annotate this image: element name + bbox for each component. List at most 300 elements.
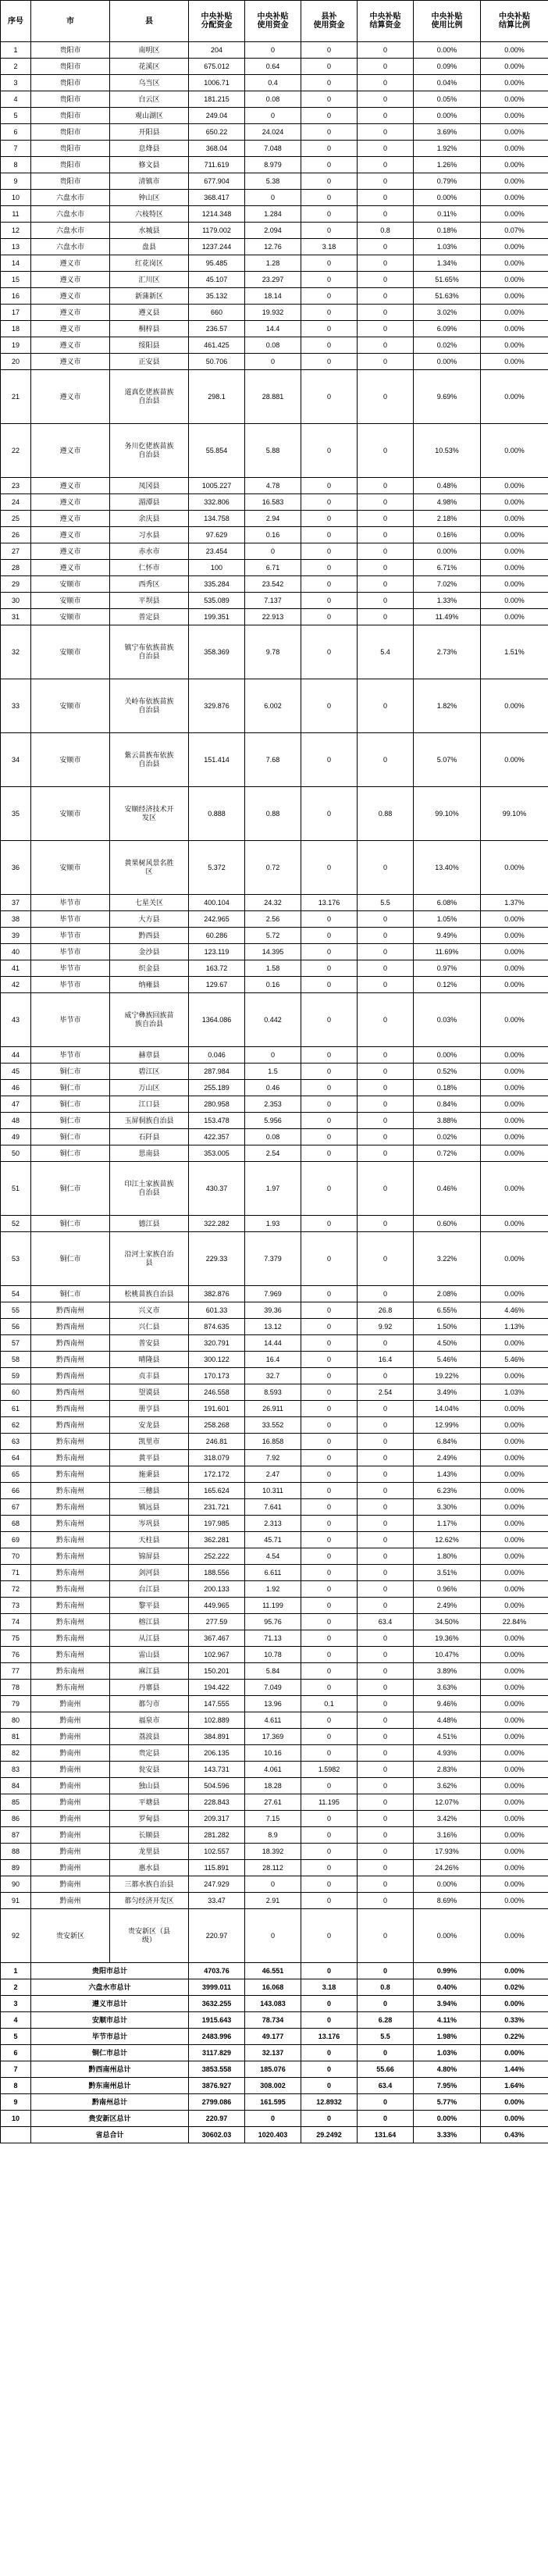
city-cell-text: 六盘水市 bbox=[55, 209, 84, 218]
table-row bbox=[1, 1532, 548, 1548]
alloc-cell bbox=[189, 576, 245, 593]
county-used-cell bbox=[301, 1064, 358, 1080]
settle-ratio-cell-text: 0.22% bbox=[504, 2032, 525, 2040]
seq-cell bbox=[1, 206, 31, 223]
used-cell-text: 16.4 bbox=[265, 1355, 280, 1363]
used-cell bbox=[245, 75, 301, 91]
seq-cell bbox=[1, 337, 31, 354]
seq-cell-text: 91 bbox=[11, 1896, 20, 1904]
settled-cell bbox=[358, 977, 414, 993]
use-ratio-cell bbox=[414, 1762, 481, 1778]
settle-ratio-cell-text: 0.00% bbox=[504, 209, 525, 218]
alloc-cell bbox=[189, 2061, 245, 2078]
use-ratio-cell bbox=[414, 1417, 481, 1434]
county-used-cell-text: 0 bbox=[326, 1388, 331, 1396]
use-ratio-cell-text: 8.69% bbox=[436, 1896, 457, 1904]
city-cell-text: 黔东南州 bbox=[55, 1650, 84, 1659]
use-ratio-cell bbox=[414, 1483, 481, 1499]
county-cell-text: 思南县 bbox=[138, 1149, 160, 1157]
alloc-cell bbox=[189, 1680, 245, 1696]
settled-cell-text: 0 bbox=[383, 176, 387, 185]
county-used-cell-text: 0 bbox=[326, 1666, 331, 1675]
county-cell-text: 松桃苗族自治县 bbox=[124, 1289, 174, 1298]
table-row bbox=[1, 787, 548, 841]
settle-ratio-cell-text: 1.13% bbox=[504, 1322, 525, 1331]
alloc-cell bbox=[189, 1614, 245, 1630]
county-used-cell bbox=[301, 1581, 358, 1598]
city-cell bbox=[31, 625, 110, 679]
use-ratio-cell-text: 1.03% bbox=[436, 2048, 457, 2057]
county-used-cell-text: 0 bbox=[326, 1254, 331, 1263]
settled-cell-text: 0 bbox=[383, 324, 387, 333]
county-used-cell-text: 0 bbox=[326, 1404, 331, 1413]
county-used-cell-text: 0 bbox=[326, 1083, 331, 1092]
county-cell bbox=[110, 1811, 189, 1827]
county-cell bbox=[110, 511, 189, 527]
used-cell bbox=[245, 1696, 301, 1712]
seq-cell-text: 63 bbox=[11, 1437, 20, 1445]
settle-ratio-cell-text: 0.00% bbox=[504, 530, 525, 539]
use-ratio-cell bbox=[414, 1064, 481, 1080]
use-ratio-cell-text: 2.83% bbox=[436, 1765, 457, 1773]
settled-cell bbox=[358, 1979, 414, 1996]
use-ratio-cell bbox=[414, 1047, 481, 1064]
alloc-cell-text: 163.72 bbox=[205, 964, 228, 972]
settled-cell-text: 0 bbox=[383, 579, 387, 588]
settle-ratio-cell bbox=[481, 173, 548, 190]
settle-ratio-cell-text: 5.46% bbox=[504, 1355, 525, 1363]
settle-ratio-cell-text: 0.00% bbox=[504, 1289, 525, 1298]
settled-cell bbox=[358, 91, 414, 108]
county-cell-text: 兴仁县 bbox=[138, 1322, 160, 1331]
settle-ratio-cell-text: 0.00% bbox=[504, 111, 525, 119]
county-used-cell bbox=[301, 928, 358, 944]
used-cell-text: 49.177 bbox=[262, 2032, 284, 2040]
county-used-cell bbox=[301, 1129, 358, 1145]
county-cell-text: 兴义市 bbox=[138, 1306, 160, 1314]
use-ratio-cell bbox=[414, 993, 481, 1047]
county-used-cell bbox=[301, 108, 358, 124]
seq-cell-text: 84 bbox=[11, 1781, 20, 1790]
city-cell bbox=[31, 370, 110, 424]
seq-cell-text: 40 bbox=[11, 947, 20, 956]
seq-cell-text: 7 bbox=[13, 144, 18, 152]
county-used-cell bbox=[301, 977, 358, 993]
settle-ratio-cell-text: 0.00% bbox=[504, 258, 525, 267]
used-cell-text: 0.4 bbox=[268, 78, 278, 87]
table-row bbox=[1, 1064, 548, 1080]
county-used-cell bbox=[301, 337, 358, 354]
alloc-cell-text: 277.59 bbox=[205, 1617, 228, 1626]
county-cell bbox=[110, 1216, 189, 1232]
alloc-cell-text: 300.122 bbox=[204, 1355, 230, 1363]
county-cell bbox=[110, 42, 189, 59]
county-cell bbox=[110, 75, 189, 91]
alloc-cell-text: 236.57 bbox=[205, 324, 228, 333]
seq-cell bbox=[1, 1129, 31, 1145]
use-ratio-cell bbox=[414, 1963, 481, 1979]
city-cell bbox=[31, 1319, 110, 1335]
settle-ratio-cell-text: 1.37% bbox=[504, 898, 525, 907]
use-ratio-cell bbox=[414, 2111, 481, 2127]
seq-cell bbox=[1, 1696, 31, 1712]
county-used-cell bbox=[301, 1047, 358, 1064]
alloc-cell-text: 318.079 bbox=[204, 1453, 230, 1462]
header-row bbox=[1, 1, 548, 42]
seq-cell-text: 81 bbox=[11, 1732, 20, 1740]
seq-cell bbox=[1, 993, 31, 1047]
settle-ratio-cell-text: 0.00% bbox=[504, 863, 525, 871]
county-used-cell bbox=[301, 124, 358, 141]
settle-ratio-cell-text: 0.00% bbox=[504, 1797, 525, 1806]
county-used-cell bbox=[301, 424, 358, 478]
used-cell-text: 2.54 bbox=[265, 1149, 280, 1157]
county-cell-text: 普定县 bbox=[138, 612, 160, 621]
used-cell-text: 39.36 bbox=[264, 1306, 282, 1314]
city-cell-text: 黔南州 bbox=[59, 1699, 81, 1708]
city-cell-text: 安顺市 bbox=[59, 863, 81, 871]
table-row bbox=[1, 1368, 548, 1384]
county-used-cell-text: 0 bbox=[326, 144, 331, 152]
county-cell-text: 观山湖区 bbox=[134, 111, 163, 119]
seq-cell-text: 4 bbox=[13, 2015, 18, 2024]
use-ratio-cell bbox=[414, 2094, 481, 2111]
city-cell-text: 安顺市 bbox=[59, 596, 81, 604]
header-county-used bbox=[301, 1, 358, 42]
city-cell bbox=[31, 173, 110, 190]
county-cell bbox=[110, 1417, 189, 1434]
seq-cell-text: 19 bbox=[11, 340, 20, 349]
settle-ratio-cell-text: 0.00% bbox=[504, 596, 525, 604]
alloc-cell-text: 874.635 bbox=[204, 1322, 230, 1331]
settle-ratio-cell-text: 0.00% bbox=[504, 94, 525, 103]
alloc-cell-text: 0.888 bbox=[208, 809, 226, 818]
used-cell-text: 1.97 bbox=[265, 1184, 280, 1192]
table-row bbox=[1, 59, 548, 75]
settle-ratio-cell bbox=[481, 1216, 548, 1232]
settle-ratio-cell-text: 0.00% bbox=[504, 1519, 525, 1527]
used-cell bbox=[245, 960, 301, 977]
seq-cell bbox=[1, 1979, 31, 1996]
used-cell bbox=[245, 1162, 301, 1216]
city-cell bbox=[31, 494, 110, 511]
seq-cell bbox=[1, 1663, 31, 1680]
used-cell bbox=[245, 1216, 301, 1232]
city-cell-text: 安顺市 bbox=[59, 809, 81, 818]
seq-cell bbox=[1, 609, 31, 625]
used-cell-text: 1.93 bbox=[265, 1219, 280, 1227]
use-ratio-cell bbox=[414, 1450, 481, 1466]
alloc-cell-text: 97.629 bbox=[205, 530, 228, 539]
alloc-cell-text: 400.104 bbox=[204, 898, 230, 907]
use-ratio-cell-text: 10.47% bbox=[435, 1650, 459, 1659]
city-cell bbox=[31, 2045, 189, 2061]
city-cell bbox=[31, 928, 110, 944]
settle-ratio-cell-text: 0.00% bbox=[504, 514, 525, 522]
county-used-cell-text: 0 bbox=[326, 1519, 331, 1527]
settled-cell bbox=[358, 108, 414, 124]
used-cell-text: 32.137 bbox=[262, 2048, 284, 2057]
used-cell-text: 19.932 bbox=[262, 308, 284, 316]
settled-cell bbox=[358, 239, 414, 255]
settled-cell-text: 63.4 bbox=[378, 2081, 393, 2090]
settle-ratio-cell bbox=[481, 960, 548, 977]
alloc-cell-text: 181.215 bbox=[204, 94, 230, 103]
alloc-cell-text: 3632.255 bbox=[201, 1999, 232, 2008]
settle-ratio-cell-text: 0.00% bbox=[504, 1716, 525, 1724]
use-ratio-cell bbox=[414, 911, 481, 928]
city-cell-text: 黔南州 bbox=[59, 1830, 81, 1839]
county-cell bbox=[110, 1565, 189, 1581]
settle-ratio-cell bbox=[481, 1614, 548, 1630]
settled-cell bbox=[358, 1145, 414, 1162]
table-row bbox=[1, 944, 548, 960]
used-cell bbox=[245, 2111, 301, 2127]
settled-cell bbox=[358, 787, 414, 841]
settled-cell-text: 0 bbox=[383, 1999, 387, 2008]
settle-ratio-cell-text: 0.00% bbox=[504, 1748, 525, 1757]
use-ratio-cell bbox=[414, 206, 481, 223]
use-ratio-cell-text: 0.16% bbox=[436, 530, 457, 539]
seq-cell bbox=[1, 494, 31, 511]
settled-cell-text: 0 bbox=[383, 1666, 387, 1675]
county-used-cell-text: 0 bbox=[326, 1535, 331, 1544]
table-row bbox=[1, 1794, 548, 1811]
county-cell bbox=[110, 354, 189, 370]
table-row bbox=[1, 928, 548, 944]
use-ratio-cell-text: 3.16% bbox=[436, 1830, 457, 1839]
city-cell bbox=[31, 1745, 110, 1762]
settled-cell-text: 0 bbox=[383, 1716, 387, 1724]
county-used-cell bbox=[301, 1335, 358, 1352]
county-cell bbox=[110, 1647, 189, 1663]
seq-cell-text: 77 bbox=[11, 1666, 20, 1675]
settle-ratio-cell bbox=[481, 2111, 548, 2127]
alloc-cell bbox=[189, 1113, 245, 1129]
county-used-cell bbox=[301, 625, 358, 679]
settle-ratio-cell bbox=[481, 1565, 548, 1581]
used-cell bbox=[245, 1630, 301, 1647]
settled-cell-text: 0 bbox=[383, 193, 387, 201]
county-used-cell bbox=[301, 1778, 358, 1794]
county-cell bbox=[110, 141, 189, 157]
county-cell bbox=[110, 609, 189, 625]
settled-cell-text: 0 bbox=[383, 497, 387, 506]
use-ratio-cell-text: 3.42% bbox=[436, 1814, 457, 1822]
seq-cell bbox=[1, 1794, 31, 1811]
county-used-cell bbox=[301, 1145, 358, 1162]
alloc-cell-text: 220.97 bbox=[205, 2114, 228, 2122]
settled-cell-text: 55.66 bbox=[376, 2065, 394, 2073]
alloc-cell bbox=[189, 960, 245, 977]
settled-cell-text: 0 bbox=[383, 1254, 387, 1263]
use-ratio-cell-text: 13.40% bbox=[435, 863, 459, 871]
city-cell-text: 遵义市 bbox=[59, 563, 81, 572]
alloc-cell bbox=[189, 223, 245, 239]
table-row bbox=[1, 1598, 548, 1614]
city-cell bbox=[31, 1047, 110, 1064]
settle-ratio-cell bbox=[481, 1335, 548, 1352]
settled-cell-text: 0 bbox=[383, 392, 387, 401]
use-ratio-cell bbox=[414, 1216, 481, 1232]
header-settled bbox=[358, 1, 414, 42]
seq-cell bbox=[1, 787, 31, 841]
summary-row bbox=[1, 2012, 548, 2029]
table-row bbox=[1, 1893, 548, 1909]
use-ratio-cell-text: 0.05% bbox=[436, 94, 457, 103]
use-ratio-cell bbox=[414, 424, 481, 478]
alloc-cell bbox=[189, 1729, 245, 1745]
county-used-cell bbox=[301, 1499, 358, 1516]
settle-ratio-cell bbox=[481, 1352, 548, 1368]
settled-cell-text: 0 bbox=[383, 563, 387, 572]
settle-ratio-cell-text: 0.00% bbox=[504, 1814, 525, 1822]
used-cell bbox=[245, 576, 301, 593]
settle-ratio-cell bbox=[481, 1047, 548, 1064]
used-cell bbox=[245, 1778, 301, 1794]
county-used-cell bbox=[301, 370, 358, 424]
settled-cell-text: 0 bbox=[383, 1732, 387, 1740]
county-used-cell-text: 0 bbox=[326, 1617, 331, 1626]
city-cell-text: 贵阳市 bbox=[59, 45, 81, 54]
used-cell-text: 0.08 bbox=[265, 94, 280, 103]
county-cell bbox=[110, 321, 189, 337]
settle-ratio-cell-text: 0.00% bbox=[504, 1437, 525, 1445]
seq-cell-text: 23 bbox=[11, 481, 20, 490]
table-row bbox=[1, 1614, 548, 1630]
county-used-cell-text: 11.195 bbox=[318, 1797, 340, 1806]
use-ratio-cell-text: 0.99% bbox=[436, 1966, 457, 1975]
used-cell-text: 10.16 bbox=[264, 1748, 282, 1757]
use-ratio-cell-text: 0.00% bbox=[436, 1879, 457, 1888]
used-cell bbox=[245, 1548, 301, 1565]
city-cell-text: 黔西南州 bbox=[55, 1404, 84, 1413]
seq-cell-text: 57 bbox=[11, 1338, 20, 1347]
seq-cell bbox=[1, 2045, 31, 2061]
table-row bbox=[1, 1844, 548, 1860]
settled-cell bbox=[358, 157, 414, 173]
use-ratio-cell-text: 5.77% bbox=[436, 2097, 457, 2106]
settled-cell bbox=[358, 2061, 414, 2078]
county-cell-text: 花溪区 bbox=[138, 62, 160, 70]
table-row bbox=[1, 1499, 548, 1516]
settled-cell-text: 0 bbox=[383, 1338, 387, 1347]
county-used-cell-text: 0 bbox=[326, 78, 331, 87]
settled-cell bbox=[358, 1811, 414, 1827]
city-cell-text: 黔西南州 bbox=[55, 1322, 84, 1331]
used-cell bbox=[245, 272, 301, 288]
county-cell-text: 独山县 bbox=[138, 1781, 160, 1790]
settle-ratio-cell bbox=[481, 1844, 548, 1860]
use-ratio-cell bbox=[414, 1647, 481, 1663]
settled-cell-text: 0 bbox=[383, 1149, 387, 1157]
city-cell bbox=[31, 841, 110, 895]
used-cell bbox=[245, 560, 301, 576]
seq-cell bbox=[1, 1047, 31, 1064]
seq-cell-text: 8 bbox=[13, 160, 18, 169]
city-cell bbox=[31, 1232, 110, 1286]
use-ratio-cell-text: 0.00% bbox=[436, 357, 457, 365]
settled-cell-text: 6.28 bbox=[378, 2015, 393, 2024]
seq-cell-text: 13 bbox=[11, 242, 20, 251]
city-cell bbox=[31, 2029, 189, 2045]
used-cell-text: 0.08 bbox=[265, 340, 280, 349]
city-cell-text: 黔南州 bbox=[59, 1732, 81, 1740]
county-used-cell-text: 0 bbox=[326, 357, 331, 365]
settle-ratio-cell bbox=[481, 543, 548, 560]
used-cell-text: 27.61 bbox=[264, 1797, 282, 1806]
city-cell bbox=[31, 1996, 189, 2012]
city-cell bbox=[31, 1080, 110, 1096]
seq-cell bbox=[1, 527, 31, 543]
seq-cell-text: 32 bbox=[11, 647, 20, 656]
alloc-cell-text: 246.81 bbox=[205, 1437, 228, 1445]
use-ratio-cell-text: 3.30% bbox=[436, 1502, 457, 1511]
settled-cell-text: 16.4 bbox=[378, 1355, 393, 1363]
settle-ratio-cell-text: 0.00% bbox=[504, 1683, 525, 1691]
county-cell-text: 德江县 bbox=[138, 1219, 160, 1227]
settled-cell bbox=[358, 354, 414, 370]
settle-ratio-cell-text: 0.00% bbox=[504, 1132, 525, 1141]
settle-ratio-cell bbox=[481, 1162, 548, 1216]
alloc-cell-text: 368.04 bbox=[205, 144, 228, 152]
county-cell-text: 威宁彝族回族苗 族自治县 bbox=[124, 1011, 174, 1028]
seq-cell bbox=[1, 1483, 31, 1499]
county-cell bbox=[110, 1712, 189, 1729]
alloc-cell-text: 367.467 bbox=[204, 1634, 230, 1642]
settle-ratio-cell-text: 0.00% bbox=[504, 1083, 525, 1092]
used-cell bbox=[245, 1483, 301, 1499]
header-settle-ratio-label: 中央补贴 结算比例 bbox=[499, 12, 530, 30]
use-ratio-cell bbox=[414, 1499, 481, 1516]
summary-row bbox=[1, 1996, 548, 2012]
use-ratio-cell bbox=[414, 543, 481, 560]
alloc-cell-text: 368.417 bbox=[204, 193, 230, 201]
county-cell-text: 余庆县 bbox=[138, 514, 160, 522]
city-cell-text: 遵义市 bbox=[59, 258, 81, 267]
county-cell bbox=[110, 1762, 189, 1778]
county-cell-text: 麻江县 bbox=[138, 1666, 160, 1675]
use-ratio-cell-text: 7.02% bbox=[436, 579, 457, 588]
seq-cell bbox=[1, 59, 31, 75]
seq-cell-text: 10 bbox=[11, 2114, 20, 2122]
county-used-cell-text: 0 bbox=[326, 931, 331, 939]
county-used-cell bbox=[301, 2111, 358, 2127]
header-use-ratio bbox=[414, 1, 481, 42]
county-used-cell bbox=[301, 1876, 358, 1893]
used-cell-text: 0.08 bbox=[265, 1132, 280, 1141]
used-cell bbox=[245, 993, 301, 1047]
used-cell bbox=[245, 141, 301, 157]
alloc-cell bbox=[189, 1335, 245, 1352]
use-ratio-cell bbox=[414, 124, 481, 141]
used-cell-text: 1.5 bbox=[268, 1067, 278, 1075]
used-cell bbox=[245, 42, 301, 59]
alloc-cell bbox=[189, 1216, 245, 1232]
seq-cell bbox=[1, 108, 31, 124]
alloc-cell bbox=[189, 1893, 245, 1909]
county-cell-text: 三都水族自治县 bbox=[124, 1879, 174, 1888]
county-used-cell-text: 0 bbox=[326, 1896, 331, 1904]
city-cell bbox=[31, 42, 110, 59]
settle-ratio-cell bbox=[481, 993, 548, 1047]
county-used-cell-text: 0 bbox=[326, 2081, 331, 2090]
settled-cell bbox=[358, 59, 414, 75]
county-cell bbox=[110, 206, 189, 223]
alloc-cell-text: 1364.086 bbox=[201, 1015, 232, 1024]
alloc-cell-text: 95.485 bbox=[205, 258, 228, 267]
seq-cell bbox=[1, 91, 31, 108]
